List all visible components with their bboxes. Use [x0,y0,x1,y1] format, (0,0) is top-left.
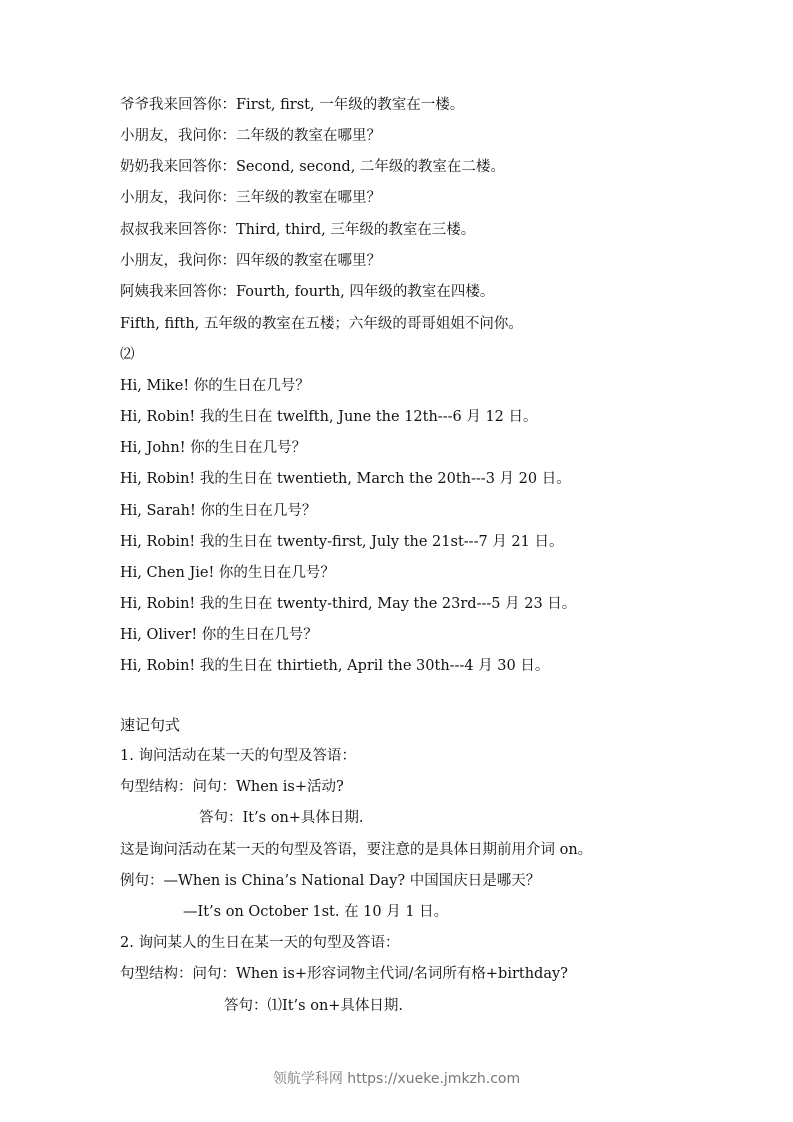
poem-line-8: Fifth, fifth, 五年级的教室在五楼；六年级的哥哥姐姐不问你。 [120,316,523,332]
dialogue-line-10: Hi, Robin! 我的生日在 thirtieth, April the 30th---4 月 30 日。 [120,658,550,674]
section-item-1-example-answer: —It’s on October 1st. 在 10 月 1 日。 [183,904,449,920]
dialogue-line-1: Hi, Mike! 你的生日在几号？ [120,378,310,394]
section-number-2: ⑵ [120,347,135,363]
section-item-1-title: 1. 询问活动在某一天的句型及答语： [120,748,356,764]
poem-line-1: 爷爷我来回答你：First, first, 一年级的教室在一楼。 [120,97,465,113]
section-item-1-example-question: 例句：—When is China’s National Day? 中国国庆日是哪天？ [120,873,541,889]
dialogue-line-7: Hi, Chen Jie! 你的生日在几号？ [120,565,335,581]
poem-line-6: 小朋友，我问你：四年级的教室在哪里？ [120,253,381,269]
section-item-1-note: 这是询问活动在某一天的句型及答语，要注意的是具体日期前用介词 on。 [120,842,593,858]
poem-line-3: 奶奶我来回答你：Second, second, 二年级的教室在二楼。 [120,159,505,175]
poem-line-7: 阿姨我来回答你：Fourth, fourth, 四年级的教室在四楼。 [120,284,495,300]
section-item-2-title: 2. 询问某人的生日在某一天的句型及答语： [120,935,400,951]
poem-line-4: 小朋友，我问你：三年级的教室在哪里？ [120,190,381,206]
footer-watermark: 领航学科网 https://xueke.jmkzh.com [272,1071,521,1087]
section-heading: 速记句式 [120,716,181,734]
poem-line-5: 叔叔我来回答你：Third, third, 三年级的教室在三楼。 [120,222,476,238]
dialogue-line-3: Hi, John! 你的生日在几号？ [120,440,307,456]
section-item-2-pattern-answer: 答句：⑴It’s on+具体日期. [224,998,404,1014]
section-item-1-pattern-question: 句型结构：问句：When is+活动? [120,779,344,795]
dialogue-line-6: Hi, Robin! 我的生日在 twenty-first, July the 21st---7 月 21 日。 [120,534,564,550]
dialogue-line-8: Hi, Robin! 我的生日在 twenty-third, May the 23rd---5 月 23 日。 [120,596,577,612]
dialogue-line-9: Hi, Oliver! 你的生日在几号？ [120,627,318,643]
section-item-1-pattern-answer: 答句：It’s on+具体日期. [199,810,364,826]
poem-line-2: 小朋友，我问你：二年级的教室在哪里？ [120,128,381,144]
dialogue-line-2: Hi, Robin! 我的生日在 twelfth, June the 12th---6 月 12 日。 [120,409,538,425]
section-item-2-pattern-question: 句型结构：问句：When is+形容词物主代词/名词所有格+birthday? [120,966,568,982]
dialogue-line-5: Hi, Sarah! 你的生日在几号？ [120,503,317,519]
dialogue-line-4: Hi, Robin! 我的生日在 twentieth, March the 20th---3 月 20 日。 [120,471,571,487]
